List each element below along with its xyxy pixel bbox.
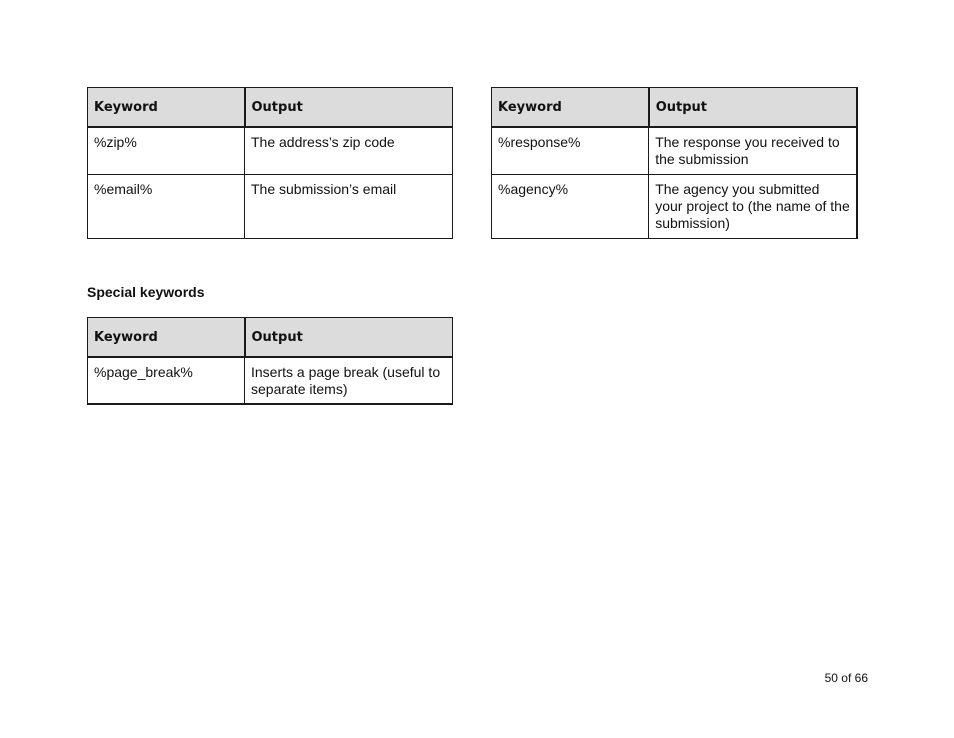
keyword-table-address xyxy=(87,87,453,239)
table-row xyxy=(88,127,453,174)
table-row xyxy=(88,174,453,238)
table-row xyxy=(88,357,453,404)
table-row xyxy=(492,127,858,174)
output-cell: The agency you submitted your project to (the name of the submission) xyxy=(649,174,857,238)
page-number: 50 of 66 xyxy=(824,671,868,685)
keyword-column-header: Keyword xyxy=(88,318,245,358)
table-header-row xyxy=(88,318,453,358)
keyword-cell: %zip% xyxy=(88,127,245,174)
output-column-header: Output xyxy=(245,88,453,128)
keyword-cell: %response% xyxy=(492,127,649,174)
table-header-row xyxy=(88,88,453,128)
output-cell: The submission’s email xyxy=(245,174,453,238)
table-header-row xyxy=(492,88,858,128)
output-cell: The address’s zip code xyxy=(245,127,453,174)
keyword-table-response xyxy=(491,87,858,239)
keyword-table-special xyxy=(87,317,453,405)
keyword-cell: %page_break% xyxy=(88,357,245,404)
keyword-cell: %agency% xyxy=(492,174,649,238)
table-row xyxy=(492,174,858,238)
keyword-cell: %email% xyxy=(88,174,245,238)
special-keywords-heading: Special keywords xyxy=(87,284,205,300)
output-column-header: Output xyxy=(649,88,857,128)
output-cell: Inserts a page break (useful to separate items) xyxy=(245,357,453,404)
keyword-column-header: Keyword xyxy=(492,88,649,128)
output-column-header: Output xyxy=(245,318,453,358)
keyword-column-header: Keyword xyxy=(88,88,245,128)
output-cell: The response you received to the submission xyxy=(649,127,857,174)
